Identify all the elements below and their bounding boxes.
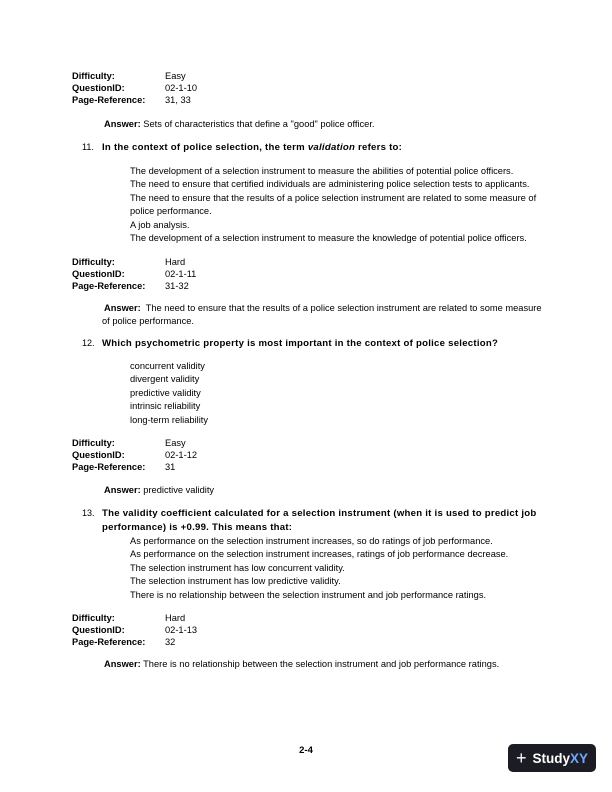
answer-text: predictive validity [143, 485, 215, 495]
page-reference-value: 31-32 [165, 281, 189, 291]
answer: Answer: The need to ensure that the results of a police selection instrument are related to some measure of police performance. [104, 302, 584, 328]
page-reference-value: 31 [165, 462, 176, 472]
options-list [130, 360, 582, 427]
answer-text: The need to ensure that the results of a police selection instrument are related to some measure [145, 303, 542, 313]
question-text: In the context of police selection, the term validation refers to: [102, 142, 403, 153]
page-reference-value: 32 [165, 637, 176, 647]
difficulty-value: Hard [165, 613, 186, 623]
question-11 [82, 141, 582, 155]
answer-text: There is no relationship between the selection instrument and job performance ratings. [143, 659, 500, 669]
page-reference-value: 31, 33 [165, 95, 191, 105]
difficulty-value: Easy [165, 438, 186, 448]
option: The selection instrument has low concurrent validity. [130, 562, 345, 573]
answer: Answer: predictive validity [104, 485, 215, 495]
question-number: 13. [82, 508, 95, 518]
option: police performance. [130, 206, 212, 217]
question-meta: Difficulty: Hard QuestionID: 02-1-11 Page-Reference: 31-32 [72, 257, 197, 291]
answer: Answer: Sets of characteristics that define a "good" police officer. [104, 119, 375, 129]
page-number: 2-4 [299, 745, 313, 756]
answer-text: Sets of characteristics that define a "good" police officer. [143, 119, 375, 129]
difficulty-value: Easy [165, 71, 186, 81]
question-id-value: 02-1-10 [165, 83, 198, 93]
question-id-value: 02-1-11 [165, 269, 197, 279]
option: The development of a selection instrument to measure the knowledge of potential police officers. [130, 233, 527, 244]
option: predictive validity [130, 387, 201, 398]
answer: Answer: There is no relationship between the selection instrument and job performance ratings. [104, 659, 500, 669]
question-13 [82, 507, 582, 535]
question-12 [82, 337, 582, 351]
option: long-term reliability [130, 414, 209, 425]
studyxy-badge[interactable] [508, 744, 596, 772]
difficulty-value: Hard [165, 257, 186, 267]
question-id-value: 02-1-12 [165, 450, 198, 460]
option: divergent validity [130, 374, 200, 385]
option: As performance on the selection instrument increases, so do ratings of job performance. [130, 536, 493, 546]
option: The need to ensure that certified individuals are administering police selection tests to applicants. [130, 179, 530, 190]
question-id-value: 02-1-13 [165, 625, 198, 635]
option: The selection instrument has low predictive validity. [130, 576, 341, 587]
question-number: 12. [82, 338, 95, 348]
option: The development of a selection instrument to measure the abilities of potential police officers. [130, 166, 514, 176]
question-text: The validity coefficient calculated for a selection instrument (when it is used to predict job performance) is +0.99. This means that: [102, 508, 537, 533]
options-list [130, 165, 582, 245]
question-meta: Difficulty: Easy QuestionID: 02-1-12 Page-Reference: 31 [72, 438, 198, 472]
option: As performance on the selection instrument increases, ratings of job performance decrease. [130, 549, 509, 560]
option: intrinsic reliability [130, 401, 201, 412]
option: There is no relationship between the selection instrument and job performance ratings. [130, 589, 487, 600]
question-number: 11. [82, 142, 94, 152]
option: A job analysis. [130, 219, 190, 230]
option: The need to ensure that the results of a police selection instrument are related to some measure of [130, 192, 537, 203]
question-text: Which psychometric property is most important in the context of police selection? [102, 338, 499, 349]
answer-text-cont: of police performance. [102, 316, 194, 326]
plus-icon: + [515, 748, 527, 768]
question-meta: Difficulty: Hard QuestionID: 02-1-13 Page-Reference: 32 [72, 613, 198, 647]
options-list [130, 535, 582, 602]
question-meta: Difficulty: Easy QuestionID: 02-1-10 Page-Reference: 31, 33 [72, 71, 198, 105]
option: concurrent validity [130, 361, 205, 371]
brand-logo: StudyXY [532, 750, 589, 766]
